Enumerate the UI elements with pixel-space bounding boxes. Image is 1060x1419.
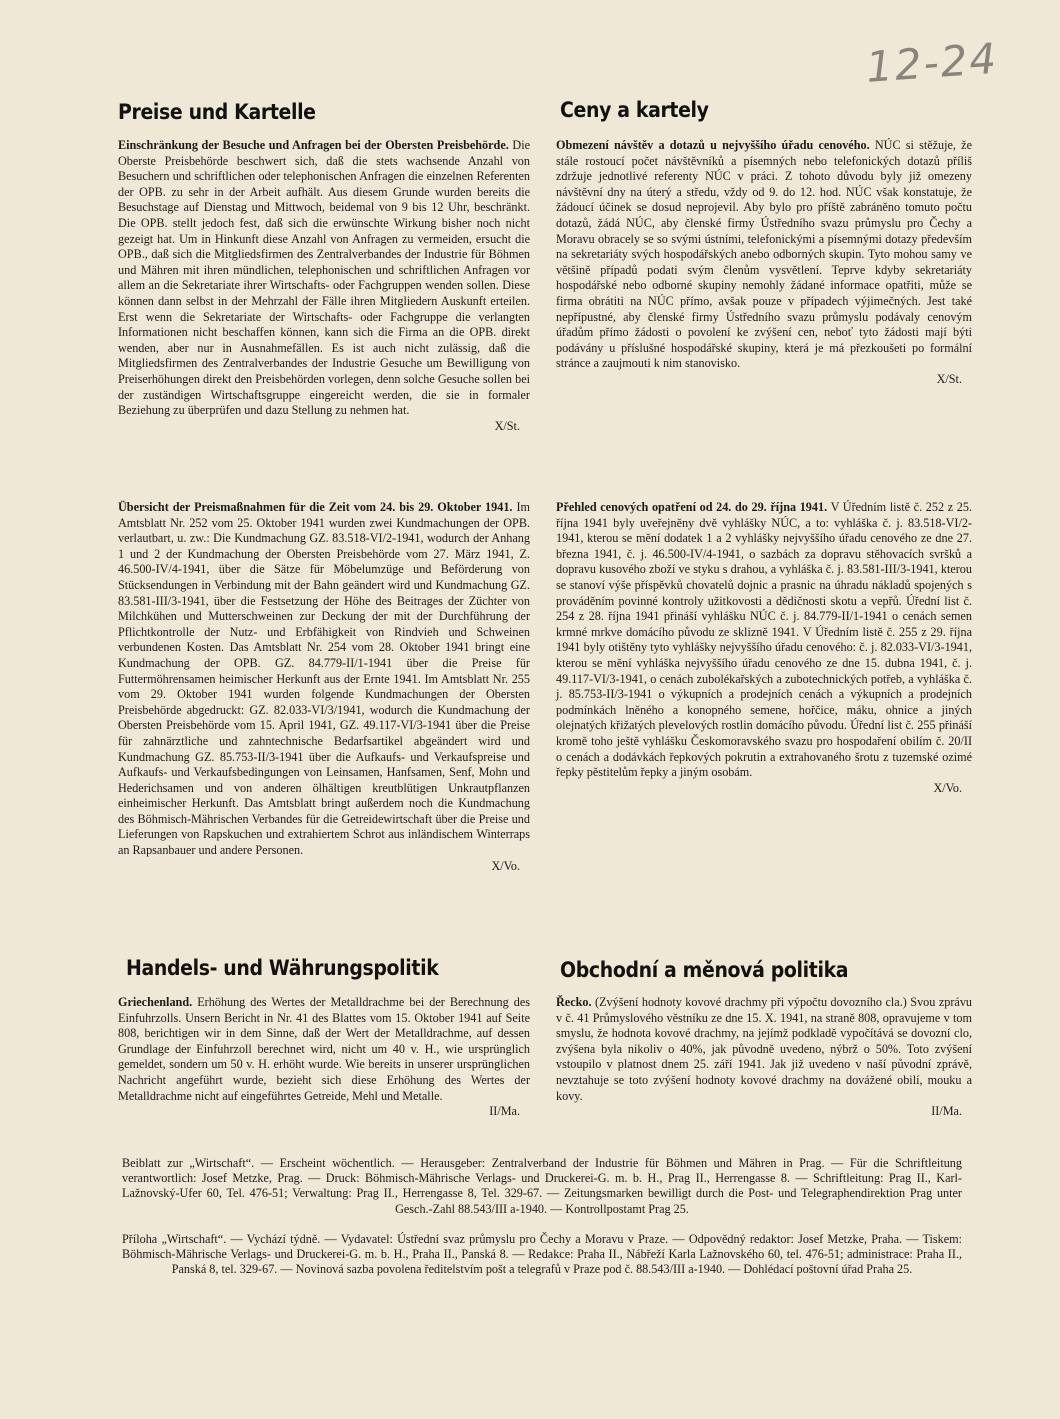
article-body: Erhöhung des Wertes der Metalldrachme bei der Berechnung des Einfuhrzolls. Unsern Bericht in Nr. 41 des Blattes vom 15. Oktober 1941 auf Seite 808, berichtigen wir in dem Sinne, daß der Wert der Metalldrachme, auf dessen Grundlage der Einfuhrzoll berechnet wird, nicht um 40 v. H., wie ursprünglich gemeldet, sondern um 50 v. H. erhöht wurde. Wie bereits in unserer ursprünglichen Nachricht angeführt wurde, bezieht sich diese Erhöhung des Wertes der Metalldrachme nicht auf eingeführtes Getreide, Mehl und Metalle. [118,995,531,1103]
article-body: V Úředním listě č. 252 z 25. října 1941 byly uveřejněny dvě vyhlášky NÚC, a to: vyhláška č. j. 83.518-VI/2-1941, kterou se mění dodatek 1 a 2 vyhlášky nejvyššího úřadu cenového ze dne 27. března 1941, č. j. 46.500-IV/4-1941, o sazbách za dopravu stěhovacích svršků a dopravu kusového zboží ve styku s drahou, a vyhláška č. j. 83.581-III/3-1941, kterou se stanoví výše příspěvků chovatelů dojnic a prasnic na úhradu nákladů spojených s prováděním povinné kontroly užitkovosti a dědičnosti skotu a vepřů. Úřední list č. 254 z 28. října 1941 přináší vyhlášku NÚC č. j. 84.779-II/1-1941 o cenách semen krmné mrkve domácího původu ze sklizně 1941. V Úředním listě č. 255 z 29. října 1941 byly otištěny tyto vyhlášky nejvyššího úřadu cenového: č. j. 82.033-VI/3-1941, kterou se mění vyhláška nejvyššího úřadu cenového ze dne 15. dubna 1941, č. j. 49.117-VI/3-1941, o cenách zubolékařských a zubotechnických potřeb, a vyhláška č. j. 85.753-II/3-1941 o výkupních a prodejních cenách a výkupních a prodejních podmínkách lněného a konopného semene, hořčice, máku, ohnice a jiných olejnatých křižatých plevelových rostlin domácího původu. Úřední list č. 255 přináší kromě toho ještě vyhlášku Českomoravského svazu pro hospodaření obilím č. 20/II o cenách a dodávkách řepkových pokrutin a extrahovaného šrotu z tuzemské ozimé řepky pěstitelům řepky a jiným osobám. [556,500,972,780]
article-signature: II/Ma. [931,1104,962,1119]
article-preismassnahmen-de [118,500,530,874]
heading-obchodni-a-menova-politika: Obchodní a měnová politika [560,958,849,982]
article-recko-cz [556,995,972,1120]
handwritten-page-number: 12-24 [864,33,1000,92]
article-lead: Griechenland. [118,995,193,1009]
imprint-german: Beiblatt zur „Wirtschaft“. — Erscheint wöchentlich. — Herausgeber: Zentralverband der Industrie für Böhmen und Mähren in Prag. — Für die Schriftleitung verantwortlich: Josef Metzke, Prag. — Druck: Böhmisch-Mährische Verlags- und Druckerei-G. m. b. H., Prag II., Herrengasse 8. — Schriftleitung: Prag II., Karl-Lažnovský-Ufer 60, Tel. 476-51; Verwaltung: Prag II., Herrengasse 8, Tel. 329-67. — Zeitungsmarken bewilligt durch die Post- und Telegraphendirektion Prag unter Gesch.-Zahl 88.543/III a-1940. — Kontrollpostamt Prag 25. [122,1156,962,1216]
article-signature: X/Vo. [491,858,520,873]
article-body: (Zvýšení hodnoty kovové drachmy při výpočtu dovozního cla.) Svou zprávu v č. 41 Průmyslového věstníku ze dne 15. X. 1941, na straně 808, opravujeme v tom smyslu, že hodnota kovové drachmy, na jejímž podkladě vypočítává se dovozní clo, zvýšena byla nikoliv o 40%, jak původně uvedeno, nýbrž o 50%. Toto zvýšení vstoupilo v platnost dnem 25. září 1941. Jak již uvedeno v naší původní zprávě, nevztahuje se toto zvýšení hodnoty kovové drachmy na dovážené obilí, mouku a kovy. [556,995,973,1103]
article-signature: II/Ma. [489,1104,520,1119]
article-lead: Einschränkung der Besuche und Anfragen bei der Obersten Preisbehörde. [118,138,509,152]
heading-preise-und-kartelle: Preise und Kartelle [118,100,316,124]
article-lead: Řecko. [556,995,592,1009]
article-obmezeni-navstev-cz [556,138,972,388]
article-lead: Obmezení návštěv a dotazů u nejvyššího úřadu cenového. [556,138,870,152]
article-body: NÚC si stěžuje, že stále rostoucí počet návštěvníků a písemných nebo telefonických dotazů příliš zdržuje jednotlivé referenty NÚC v práci. Z tohoto důvodu byly již omezeny návštěvní dny na úterý a středu, vždy od 9. do 12. hod. NÚC však konstatuje, že žádoucí účinek se dosud neprojevil. Aby bylo pro příště zabráněno tomuto počtu dotazů, žádá NÚC, aby členské firmy Ústředního svazu průmyslu pro Čechy a Moravu obracely se so svými ústními, telefonickými a písemnými dotazy především na sekretariáty svých hospodářských anebo odborných skupin. Tyto mohou samy ve většině případů podati svým členům vysvětlení. Teprve kdyby sekretariáty hospodářské nebo odborné skupiny nemohly žádané informace opatřiti, může se firma obrátiti na NÚC přímo, avšak pouze v případech výjimečných. Jest také nepřípustné, aby členské firmy Ústředního svazu průmyslu podávaly cenovým úřadům přímo žádosti o povolení ke zvýšení cen, neboť tyto žádosti mají býti podávány u příslušné hospodářské skupiny, která je má přezkoušeti po formální stránce a zaujmouti k nim stanovisko. [556,138,972,371]
article-signature: X/St. [936,371,962,386]
article-lead: Übersicht der Preismaßnahmen für die Zeit vom 24. bis 29. Oktober 1941. [118,500,513,514]
article-griechenland-de [118,995,530,1120]
article-besuche-anfragen-de [118,138,530,434]
heading-ceny-a-kartely: Ceny a kartely [560,98,709,122]
article-lead: Přehled cenových opatření od 24. do 29. října 1941. [556,500,828,514]
article-body: Im Amtsblatt Nr. 252 vom 25. Oktober 1941 wurden zwei Kundmachungen der OPB. verlautbart, u. zw.: Die Kundmachung GZ. 83.518-VI/2-1941, wodurch der Anhang 1 und 2 der Kundmachung der Obersten Preisbehörde vom 27. März 1941, Z. 46.500-IV/4-1941, über die Sätze für Möbelumzüge und Beförderung von Stücksendungen in Verbindung mit der Bahn geändert wird und Kundmachung GZ. 83.581-III/3-1941, über die Festsetzung der Höhe des Beitrages der Züchter von Milchkühen und Mutterschweinen zur Deckung der mit der Durchführung der Pflichtkontrolle der Nutz- und Erbfähigkeit von Rindvieh und Schweinen verbundenen Kosten. Das Amtsblatt Nr. 254 vom 28. Oktober 1941 bringt eine Kundmachung der OPB. GZ. 84.779-II/1-1941 über die Preise für Futtermöhrensamen heimischer Herkunft aus der Ernte 1941. Im Amtsblatt Nr. 255 vom 29. Oktober 1941 wurden folgende Kundmachungen der Obersten Preisbehörde abgedruckt: GZ. 82.033-VI/3/1941, wodurch die Kundmachung der Obersten Preisbehörde vom 15. April 1941, GZ. 49.117-VI/3-1941 über die Preise für zahnärztliche und zahntechnische Bedarfsartikel abgeändert wird und Kundmachung GZ. 85.753-II/3-1941 über die Aufkaufs- und Verkaufspreise und Aufkaufs- und Verkaufsbedingungen von Leinsamen, Hanfsamen, Senf, Mohn und Hederichsamen und von anderen ölhältigen kreutblütigen Unkrautpflanzen einheimischer Herkunft. Das Amtsblatt bringt außerdem noch die Kundmachung des Böhmisch-Mährischen Verbandes für die Getreidewirtschaft über die Preise und Lieferungen von Rapskuchen und extrahiertem Schrot aus inländischem Winterraps an Rapsanbauer und andere Personen. [118,500,530,858]
heading-handels-und-waehrungspolitik: Handels- und Währungspolitik [126,956,439,980]
article-body: Die Oberste Preisbehörde beschwert sich, daß die stets wachsende Anzahl von Besuchern und schriftlichen oder telephonischen Anfragen die einzelnen Referenten der OPB. zu sehr in der Arbeit aufhält. Aus diesem Grunde wurden bereits die Besuchstage auf Dienstag und Mittwoch, beidemal von 9 bis 12 Uhr, beschränkt. Die OPB. stellt jedoch fest, daß sich die erwünschte Wirkung bisher noch nicht gezeigt hat. Um in Hinkunft diese Anzahl von Anfragen zu vermeiden, ersucht die OPB., daß sich die Mitgliedsfirmen des Zentralverbandes der Industrie für Böhmen und Mähren mit ihren mündlichen, telephonischen und schriftlichen Anfragen vor allem an die Sekretariate ihrer Wirtschafts- oder Fachgruppen wenden sollen. Diese können dann selbst in der Mehrzahl der Fälle ihren Mitgliedern Auskunft erteilen. Erst wenn die Sekretariate der Wirtschafts- oder Fachgruppe die verlangten Informationen nicht beschaffen können, kann sich die Firma an die OPB. direkt wenden, aber nur in Ausnahmefällen. Es ist auch nicht zulässig, daß die Mitgliedsfirmen des Zentralverbandes der Industrie Gesuche um Bewilligung von Preiserhöhungen direkt den Preisbehörden vorlegen, denn solche Gesuche sollen bei der zuständigen Wirtschaftsgruppe eingereicht werden, die sie in formaler Beziehung zu überprüfen und dazu Stellung zu nehmen hat. [118,138,530,418]
article-prehled-cenovych-opatreni-cz [556,500,972,796]
imprint-czech: Příloha „Wirtschaft“. — Vychází týdně. — Vydavatel: Ústřední svaz průmyslu pro Čechy a Moravu v Praze. — Odpovědný redaktor: Josef Metzke, Praha. — Tiskem: Böhmisch-Mährische Verlags- und Druckerei-G. m. b. H., Praha II., Panská 8. — Redakce: Praha II., Nábřeží Karla Lažnovského 60, tel. 476-51; administrace: Praha II., Panská 8, tel. 329-67. — Novinová sazba povolena ředitelstvím pošt a telegrafů v Praze pod č. 88.543/III a-1940. — Dohlédací poštovní úřad Praha 25. [122,1232,962,1277]
article-signature: X/Vo. [933,780,962,795]
article-signature: X/St. [494,418,520,433]
